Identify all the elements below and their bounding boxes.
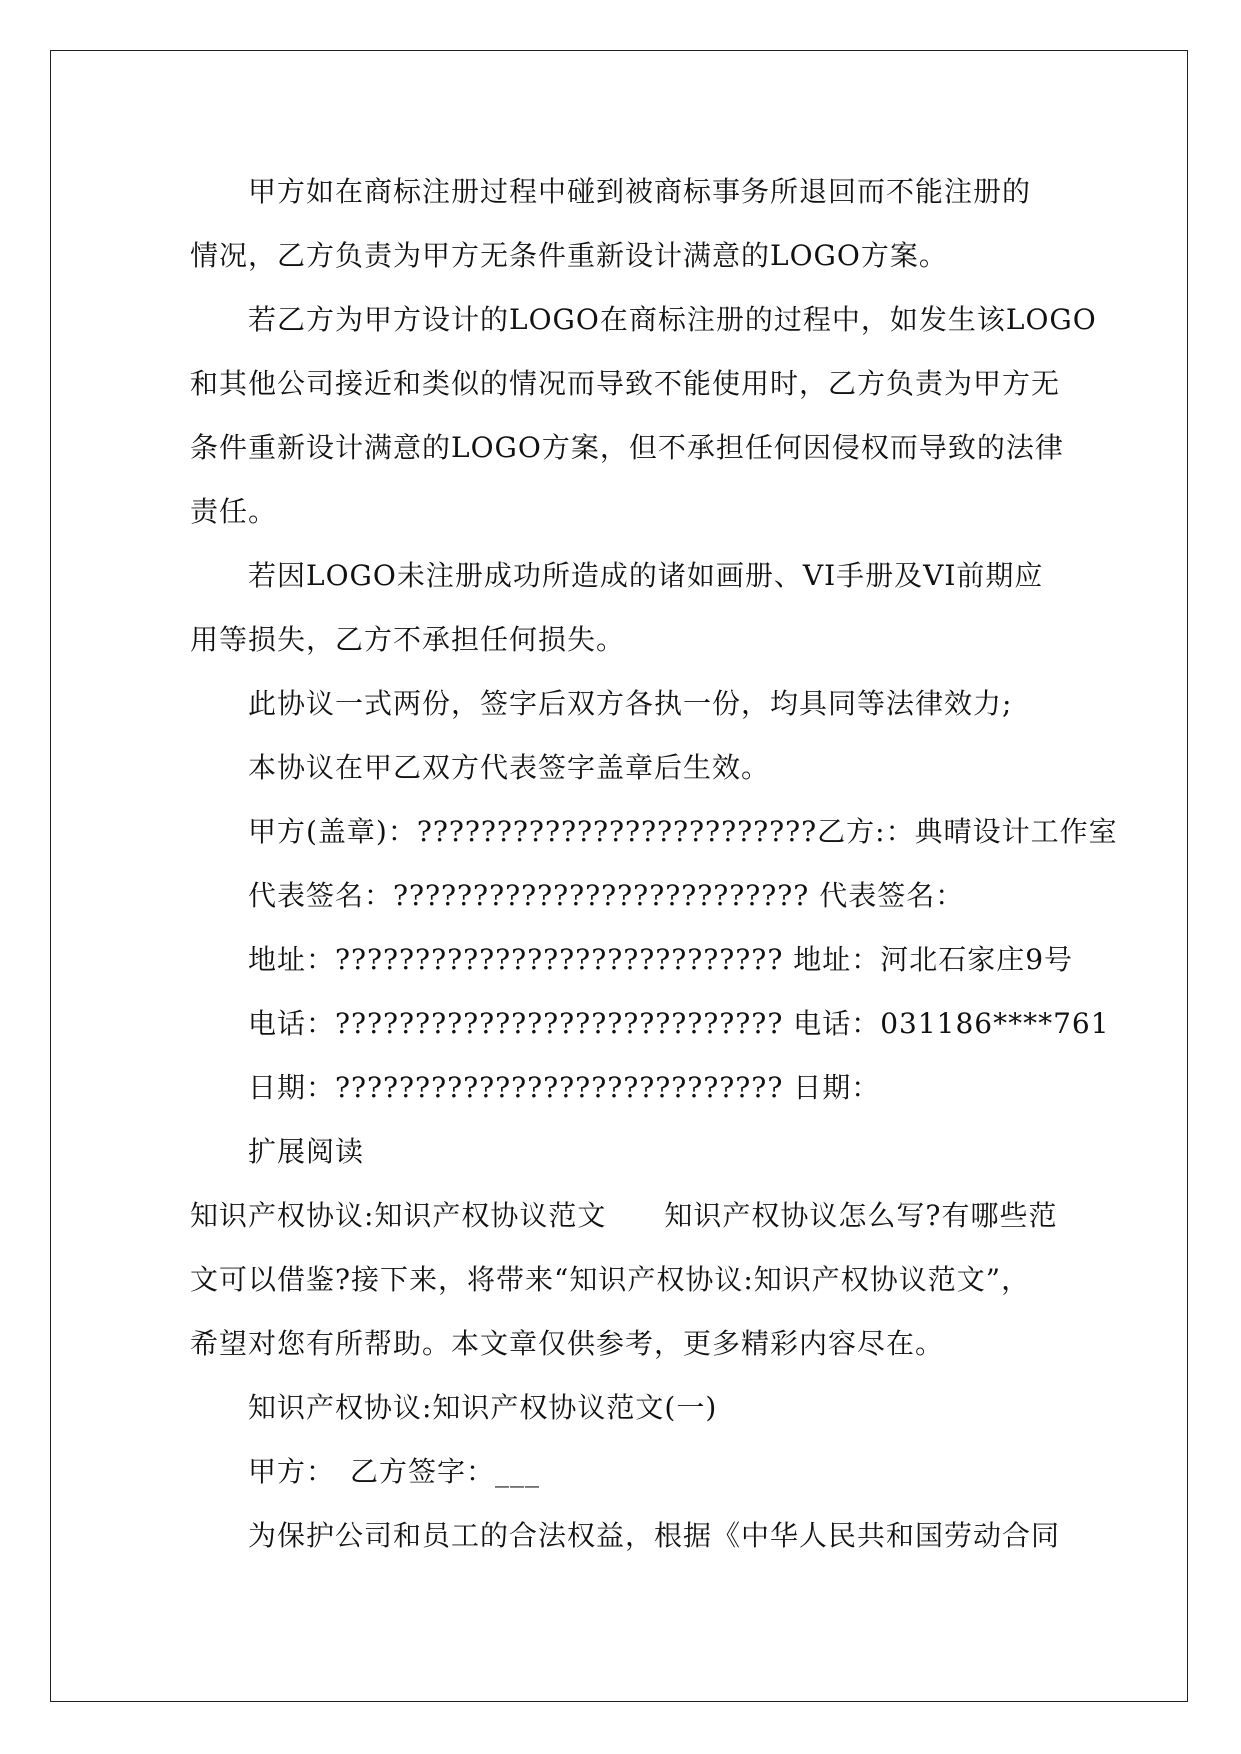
- signature-phone-line: 电话：???????????????????????????? 电话：031186****761: [248, 1007, 1110, 1040]
- paragraph-line: 条件重新设计满意的LOGO方案，但不承担任何因侵权而导致的法律: [190, 431, 1064, 464]
- section-heading: 扩展阅读: [248, 1135, 365, 1168]
- paragraph-line: 此协议一式两份，签字后双方各执一份，均具同等法律效力;: [248, 687, 1013, 720]
- subsection-title: 知识产权协议:知识产权协议范文(一): [248, 1391, 718, 1424]
- paragraph-line: 希望对您有所帮助。本文章仅供参考，更多精彩内容尽在。: [190, 1327, 945, 1360]
- document-body: [190, 160, 1118, 1568]
- paragraph-line: 知识产权协议:知识产权协议范文 知识产权协议怎么写?有哪些范: [190, 1199, 1058, 1232]
- signature-date-line: 日期：???????????????????????????? 日期：: [248, 1071, 881, 1104]
- signature-party-line: 甲方(盖章)：?????????????????????????乙方:：典晴设计工作室: [248, 815, 1118, 848]
- paragraph-line: 若因LOGO未注册成功所造成的诸如画册、VI手册及VI前期应: [248, 559, 1044, 592]
- paragraph-line: 和其他公司接近和类似的情况而导致不能使用时，乙方负责为甲方无: [190, 367, 1061, 400]
- paragraph-line: 用等损失，乙方不承担任何损失。: [190, 623, 626, 656]
- party-line: 甲方： 乙方签字：___: [248, 1455, 541, 1488]
- paragraph-line: 文可以借鉴?接下来，将带来“知识产权协议:知识产权协议范文”，: [190, 1263, 1031, 1296]
- signature-representative-line: 代表签名：?????????????????????????? 代表签名：: [248, 879, 965, 912]
- signature-address-line: 地址：???????????????????????????? 地址：河北石家庄9号: [248, 943, 1074, 976]
- paragraph-line: 为保护公司和员工的合法权益，根据《中华人民共和国劳动合同: [248, 1519, 1061, 1552]
- paragraph-line: 责任。: [190, 495, 278, 528]
- paragraph-line: 本协议在甲乙双方代表签字盖章后生效。: [248, 751, 771, 784]
- paragraph-line: 情况，乙方负责为甲方无条件重新设计满意的LOGO方案。: [190, 239, 948, 272]
- paragraph-line: 若乙方为甲方设计的LOGO在商标注册的过程中，如发生该LOGO: [248, 303, 1097, 336]
- paragraph-line: 甲方如在商标注册过程中碰到被商标事务所退回而不能注册的: [248, 175, 1032, 208]
